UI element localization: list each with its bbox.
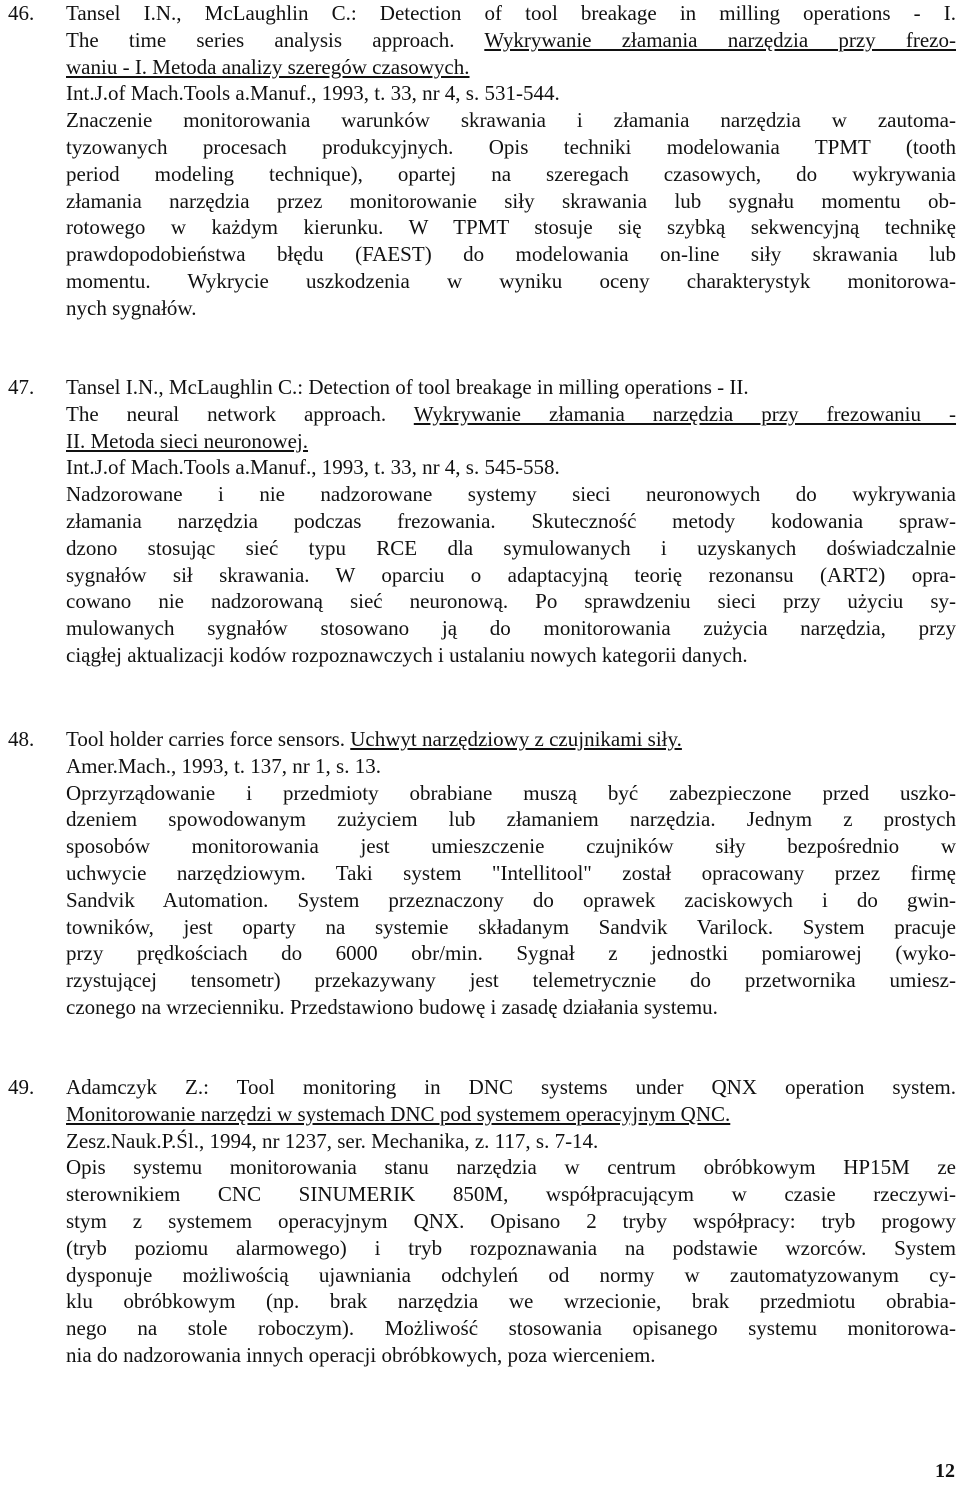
entry-body: [66, 726, 956, 1021]
entry-number: 49.: [8, 1075, 35, 1099]
entry-number: 46.: [8, 1, 35, 25]
text-line: [66, 295, 956, 322]
text-segment: Adamczyk Z.: Tool monitoring in DNC systems under QNX operation system.: [66, 1075, 956, 1099]
text-segment: The time series analysis approach.: [66, 27, 485, 52]
text-segment: Tansel I.N., McLaughlin C.: Detection of tool breakage in milling operations - I.: [66, 1, 956, 25]
text-line: [66, 214, 956, 241]
page-number: 12: [935, 1460, 955, 1482]
text-segment: sterownikiem CNC SINUMERIK 850M, współpracującym w czasie rzeczywi-: [66, 1182, 956, 1207]
polish-title-segment: Monitorowanie narzędzi w systemach DNC pod systemem operacyjnym QNC.: [66, 1101, 731, 1126]
text-segment: tyzowanych procesach produkcyjnych. Opis techniki modelowania TPMT (tooth: [66, 134, 956, 159]
text-line: [66, 134, 956, 161]
polish-title-segment: Uchwyt narzędziowy z czujnikami siły.: [350, 727, 682, 751]
text-line: [66, 1101, 956, 1128]
text-line: [66, 615, 956, 642]
text-line: [66, 401, 956, 428]
text-segment: Znaczenie monitorowania warunków skrawania i złamania narzędzia w zautoma-: [66, 108, 956, 133]
text-line: [66, 1074, 956, 1101]
text-segment: Oprzyrządowanie i przedmioty obrabiane muszą być zabezpieczone przed uszko-: [66, 780, 956, 805]
text-line: [66, 642, 956, 669]
text-segment: Tool holder carries force sensors.: [66, 727, 351, 751]
text-segment: złamania narzędzia przez monitorowanie siły skrawania lub sygnału momentu ob-: [66, 188, 956, 213]
text-segment: prawdopodobieństwa błędu (FAEST) do modelowania on-line siły skrawania lub: [66, 242, 956, 267]
text-segment: stym z systemem operacyjnym QNX. Opisano 2 tryby współpracy: tryb progowy: [66, 1208, 956, 1233]
text-line: [66, 887, 956, 914]
text-segment: ciągłej aktualizacji kodów rozpoznawczych i ustalaniu nowych kategorii danych.: [66, 642, 748, 667]
text-line: [66, 588, 956, 615]
text-segment: Tansel I.N., McLaughlin C.: Detection of tool breakage in milling operations - II.: [66, 375, 749, 399]
text-line: [66, 1181, 956, 1208]
text-line: [66, 726, 956, 753]
text-segment: klu obróbkowym (np. brak narzędzia we wrzecionie, brak przedmiotu obrabia-: [66, 1289, 956, 1314]
text-line: [66, 107, 956, 134]
entry-body: [66, 374, 956, 669]
text-line: [66, 0, 956, 27]
text-line: [66, 833, 956, 860]
text-line: [66, 161, 956, 188]
text-segment: uchwycie narzędziowym. Taki system "Intellitool" został opracowany przez firmę: [66, 860, 956, 885]
text-segment: nia do nadzorowania innych operacji obróbkowych, poza wierceniem.: [66, 1342, 656, 1367]
text-segment: mulowanych sygnałów stosowano ją do monitorowania zużycia narzędzia, przy: [66, 616, 956, 641]
text-line: [66, 994, 956, 1021]
text-segment: rotowego w każdym kierunku. W TPMT stosuje się szybką sekwencyjną technikę: [66, 215, 956, 240]
text-segment: złamania narzędzia podczas frezowania. Skuteczność metody kodowania spraw-: [66, 508, 956, 533]
text-segment: cowano nie nadzorowaną sieć neuronową. Po sprawdzeniu sieci przy użyciu sy-: [66, 589, 956, 614]
text-segment: towników, jest oparty na systemie składanym Sandvik Varilock. System pracuje: [66, 914, 956, 939]
text-line: [66, 1235, 956, 1262]
text-line: [66, 1262, 956, 1289]
text-line: [66, 1208, 956, 1235]
polish-title-segment: Wykrywanie złamania narzędzia przy frezowaniu -: [413, 401, 957, 426]
text-line: [66, 54, 956, 81]
text-line: [66, 481, 956, 508]
text-segment: Int.J.of Mach.Tools a.Manuf., 1993, t. 33, nr 4, s. 545-558.: [66, 455, 560, 480]
text-line: [66, 780, 956, 807]
entry-body: [66, 0, 956, 322]
text-segment: dysponuje możliwością ujawniania odchyleń od normy w zautomatyzowanym cy-: [66, 1262, 956, 1287]
text-segment: nych sygnałów.: [66, 295, 197, 320]
text-line: [66, 268, 956, 295]
text-line: [66, 27, 956, 54]
text-line: [66, 241, 956, 268]
text-segment: czonego na wrzecienniku. Przedstawiono budowę i zasadę działania systemu.: [66, 994, 718, 1019]
text-line: [66, 374, 956, 401]
text-segment: Nadzorowane i nie nadzorowane systemy sieci neuronowych do wykrywania: [66, 482, 956, 507]
polish-title-segment: Wykrywanie złamania narzędzia przy frezo-: [484, 27, 956, 52]
text-segment: dzeniem spowodowanym zużyciem lub złamaniem narzędzia. Jednym z prostych: [66, 807, 956, 832]
text-segment: Sandvik Automation. System przeznaczony do oprawek zaciskowych i do gwin-: [66, 887, 956, 912]
text-segment: The neural network approach.: [66, 401, 414, 426]
text-line: [66, 80, 956, 107]
text-segment: dzono stosując sieć typu RCE dla symulowanych i uzyskanych doświadczalnie: [66, 535, 956, 560]
text-segment: Int.J.of Mach.Tools a.Manuf., 1993, t. 33, nr 4, s. 531-544.: [66, 81, 560, 106]
text-line: [66, 188, 956, 215]
polish-title-segment: II. Metoda sieci neuronowej.: [66, 428, 309, 453]
polish-title-segment: waniu - I. Metoda analizy szeregów czasowych.: [66, 54, 470, 79]
text-segment: nego na stole roboczym). Możliwość stosowania opisanego systemu monitorowa-: [66, 1316, 956, 1341]
text-line: [66, 860, 956, 887]
text-segment: momentu. Wykrycie uszkodzenia w wyniku oceny charakterystyk monitorowa-: [66, 268, 956, 293]
text-line: [66, 1288, 956, 1315]
text-line: [66, 454, 956, 481]
text-line: [66, 1128, 956, 1155]
text-line: [66, 753, 956, 780]
text-segment: (tryb poziomu alarmowego) i tryb rozpoznawania na podstawie wzorców. System: [66, 1235, 956, 1260]
text-line: [66, 1315, 956, 1342]
text-segment: Zesz.Nauk.P.Śl., 1994, nr 1237, ser. Mechanika, z. 117, s. 7-14.: [66, 1128, 599, 1153]
text-segment: Amer.Mach., 1993, t. 137, nr 1, s. 13.: [66, 753, 381, 778]
entry-number: 48.: [8, 727, 35, 751]
entry-body: [66, 1074, 956, 1369]
text-line: [66, 940, 956, 967]
text-line: [66, 428, 956, 455]
text-line: [66, 1342, 956, 1369]
text-line: [66, 535, 956, 562]
text-segment: sygnałów sił skrawania. W oparciu o adaptacyjną teorię rezonansu (ART2) opra-: [66, 562, 956, 587]
text-segment: sposobów monitorowania jest umieszczenie czujników siły bezpośrednio w: [66, 834, 956, 859]
text-line: [66, 806, 956, 833]
text-segment: period modeling technique), opartej na szeregach czasowych, do wykrywania: [66, 161, 956, 186]
text-line: [66, 508, 956, 535]
text-segment: przy prędkościach do 6000 obr/min. Sygnał z jednostki pomiarowej (wyko-: [66, 941, 956, 966]
text-line: [66, 562, 956, 589]
text-line: [66, 967, 956, 994]
text-segment: Opis systemu monitorowania stanu narzędzia w centrum obróbkowym HP15M ze: [66, 1155, 956, 1180]
entry-number: 47.: [8, 375, 35, 399]
text-line: [66, 1154, 956, 1181]
text-line: [66, 914, 956, 941]
text-segment: rzystującej tensometr) przekazywany jest telemetrycznie do przetwornika umiesz-: [66, 968, 956, 993]
